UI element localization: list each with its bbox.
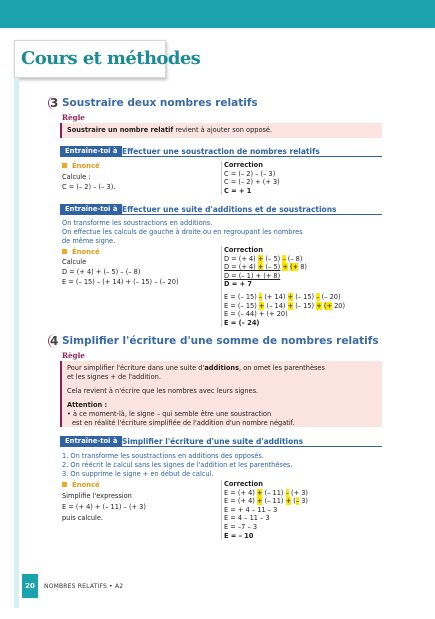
method-line: On effectue les calculs de gauche à droite ou en regroupant les nombres bbox=[62, 228, 303, 236]
correction-result: D = + 7 bbox=[224, 280, 252, 289]
rule-line: et les signes + de l'addition. bbox=[67, 373, 161, 381]
section-3-title: Soustraire deux nombres relatifs bbox=[62, 97, 258, 109]
enonce-line: E = (+ 4) + (– 11) – (+ 3) bbox=[62, 503, 146, 511]
exercise-title: Effectuer une soustraction de nombres relatifs bbox=[122, 147, 320, 156]
correction-line: E = + 4 – 11 – 3 bbox=[224, 505, 278, 514]
rule-line: est en réalité l'écriture simplifiée de l'addition d'un nombre négatif. bbox=[72, 419, 295, 427]
chapter-footer: NOMBRES RELATIFS • A2 bbox=[44, 583, 124, 590]
correction-block bbox=[221, 480, 308, 540]
exercise-tag: Entraîne-toi à bbox=[60, 436, 122, 447]
correction-result: C = + 1 bbox=[224, 186, 252, 195]
section-4-number: 4 bbox=[50, 334, 59, 348]
method-steps bbox=[62, 452, 292, 479]
enonce-line: Simplifie l'expression bbox=[62, 492, 132, 500]
section-3-number: 3 bbox=[50, 96, 59, 110]
correction-line: E = (+ 4) + (– 11) + (– 3) bbox=[224, 497, 308, 506]
section-4-title: Simplifier l'écriture d'une somme de nombres relatifs bbox=[62, 335, 379, 347]
chapter-title: Cours et méthodes bbox=[21, 48, 201, 69]
correction-line: E = (– 44) + (+ 20) bbox=[224, 310, 288, 319]
rule-bold: Soustraire un nombre relatif bbox=[67, 126, 174, 134]
enonce-line: puis calcule. bbox=[62, 514, 104, 522]
correction-heading: Correction bbox=[224, 161, 263, 169]
rule-label: Règle bbox=[62, 351, 85, 360]
enonce-line: D = (+ 4) + (– 5) – (– 8) bbox=[62, 268, 141, 276]
correction-heading: Correction bbox=[224, 246, 263, 254]
exercise-title: Effectuer une suite d'additions et de soustractions bbox=[122, 205, 337, 214]
chapter-title-box bbox=[14, 40, 201, 78]
page-number: 20 bbox=[22, 574, 38, 598]
top-banner bbox=[0, 0, 435, 28]
correction-line: C = (– 2) + (+ 3) bbox=[224, 178, 280, 187]
rule-text: revient à ajouter son opposé. bbox=[173, 126, 273, 134]
enonce-label: Énoncé bbox=[62, 481, 100, 489]
method-line: de même signe. bbox=[62, 237, 116, 245]
section-3-heading bbox=[48, 96, 258, 110]
rule-line: Cela revient à n'écrire que les nombres avec leurs signes. bbox=[67, 387, 259, 395]
correction-line: E = 4 – 11 – 3 bbox=[224, 514, 270, 523]
attention-heading: Attention : bbox=[67, 401, 108, 409]
rule-label: Règle bbox=[62, 113, 85, 122]
correction-line: E = –7 – 3 bbox=[224, 522, 258, 531]
side-strip bbox=[14, 78, 19, 608]
correction-line: D = (+ 4) + (– 5) – (– 8) bbox=[224, 254, 303, 263]
enonce-label: Énoncé bbox=[62, 162, 100, 170]
correction-line: C = (– 2) – (– 3) bbox=[224, 169, 276, 178]
method-line: On transforme les soustractions en additions. bbox=[62, 219, 213, 227]
enonce-line: E = (– 15) – (+ 14) + (– 15) – (– 20) bbox=[62, 278, 179, 286]
exercise-tag: Entraîne-toi à bbox=[60, 204, 122, 215]
method-intro bbox=[62, 219, 303, 246]
method-line: 2. On réécrit le calcul sans les signes de l'addition et les parenthèses. bbox=[62, 461, 293, 469]
correction-result: E = (– 24) bbox=[224, 318, 260, 327]
enonce-line: Calcule bbox=[62, 258, 87, 266]
correction-heading: Correction bbox=[224, 480, 263, 488]
enonce-label: Énoncé bbox=[62, 248, 100, 256]
section-4-heading bbox=[48, 334, 379, 348]
rule-line: Pour simplifier l'écriture dans une suite d'additions, on omet les parenthèses bbox=[67, 364, 325, 372]
correction-block bbox=[221, 246, 345, 327]
exercise-tag: Entraîne-toi à bbox=[60, 146, 122, 157]
correction-result: E = – 10 bbox=[224, 531, 254, 540]
correction-line: D = (– 1) + (+ 8) bbox=[224, 271, 281, 280]
method-line: 1. On transforme les soustractions en additions des opposés. bbox=[62, 452, 264, 460]
method-line: 3. On supprime le signe + en début de calcul. bbox=[62, 470, 214, 478]
correction-line: D = (+ 4) + (– 5) + (+ 8) bbox=[224, 263, 307, 272]
correction-line: E = (+ 4) + (– 11) – (+ 3) bbox=[224, 488, 308, 497]
enonce-line: Calcule : bbox=[62, 173, 91, 181]
correction-block bbox=[221, 161, 280, 195]
enonce-line: C = (– 2) – (– 3). bbox=[62, 183, 116, 191]
rule-line: • à ce moment-là, le signe – qui semble être une soustraction bbox=[67, 410, 272, 418]
rule-box bbox=[60, 123, 382, 138]
correction-line: E = (– 15) – (+ 14) + (– 15) – (– 20) bbox=[224, 292, 341, 301]
rule-box bbox=[60, 361, 382, 427]
exercise-title: Simplifier l'écriture d'une suite d'additions bbox=[122, 437, 304, 446]
correction-line: E = (– 15) + (– 14) + (– 15) + (+ 20) bbox=[224, 301, 346, 310]
